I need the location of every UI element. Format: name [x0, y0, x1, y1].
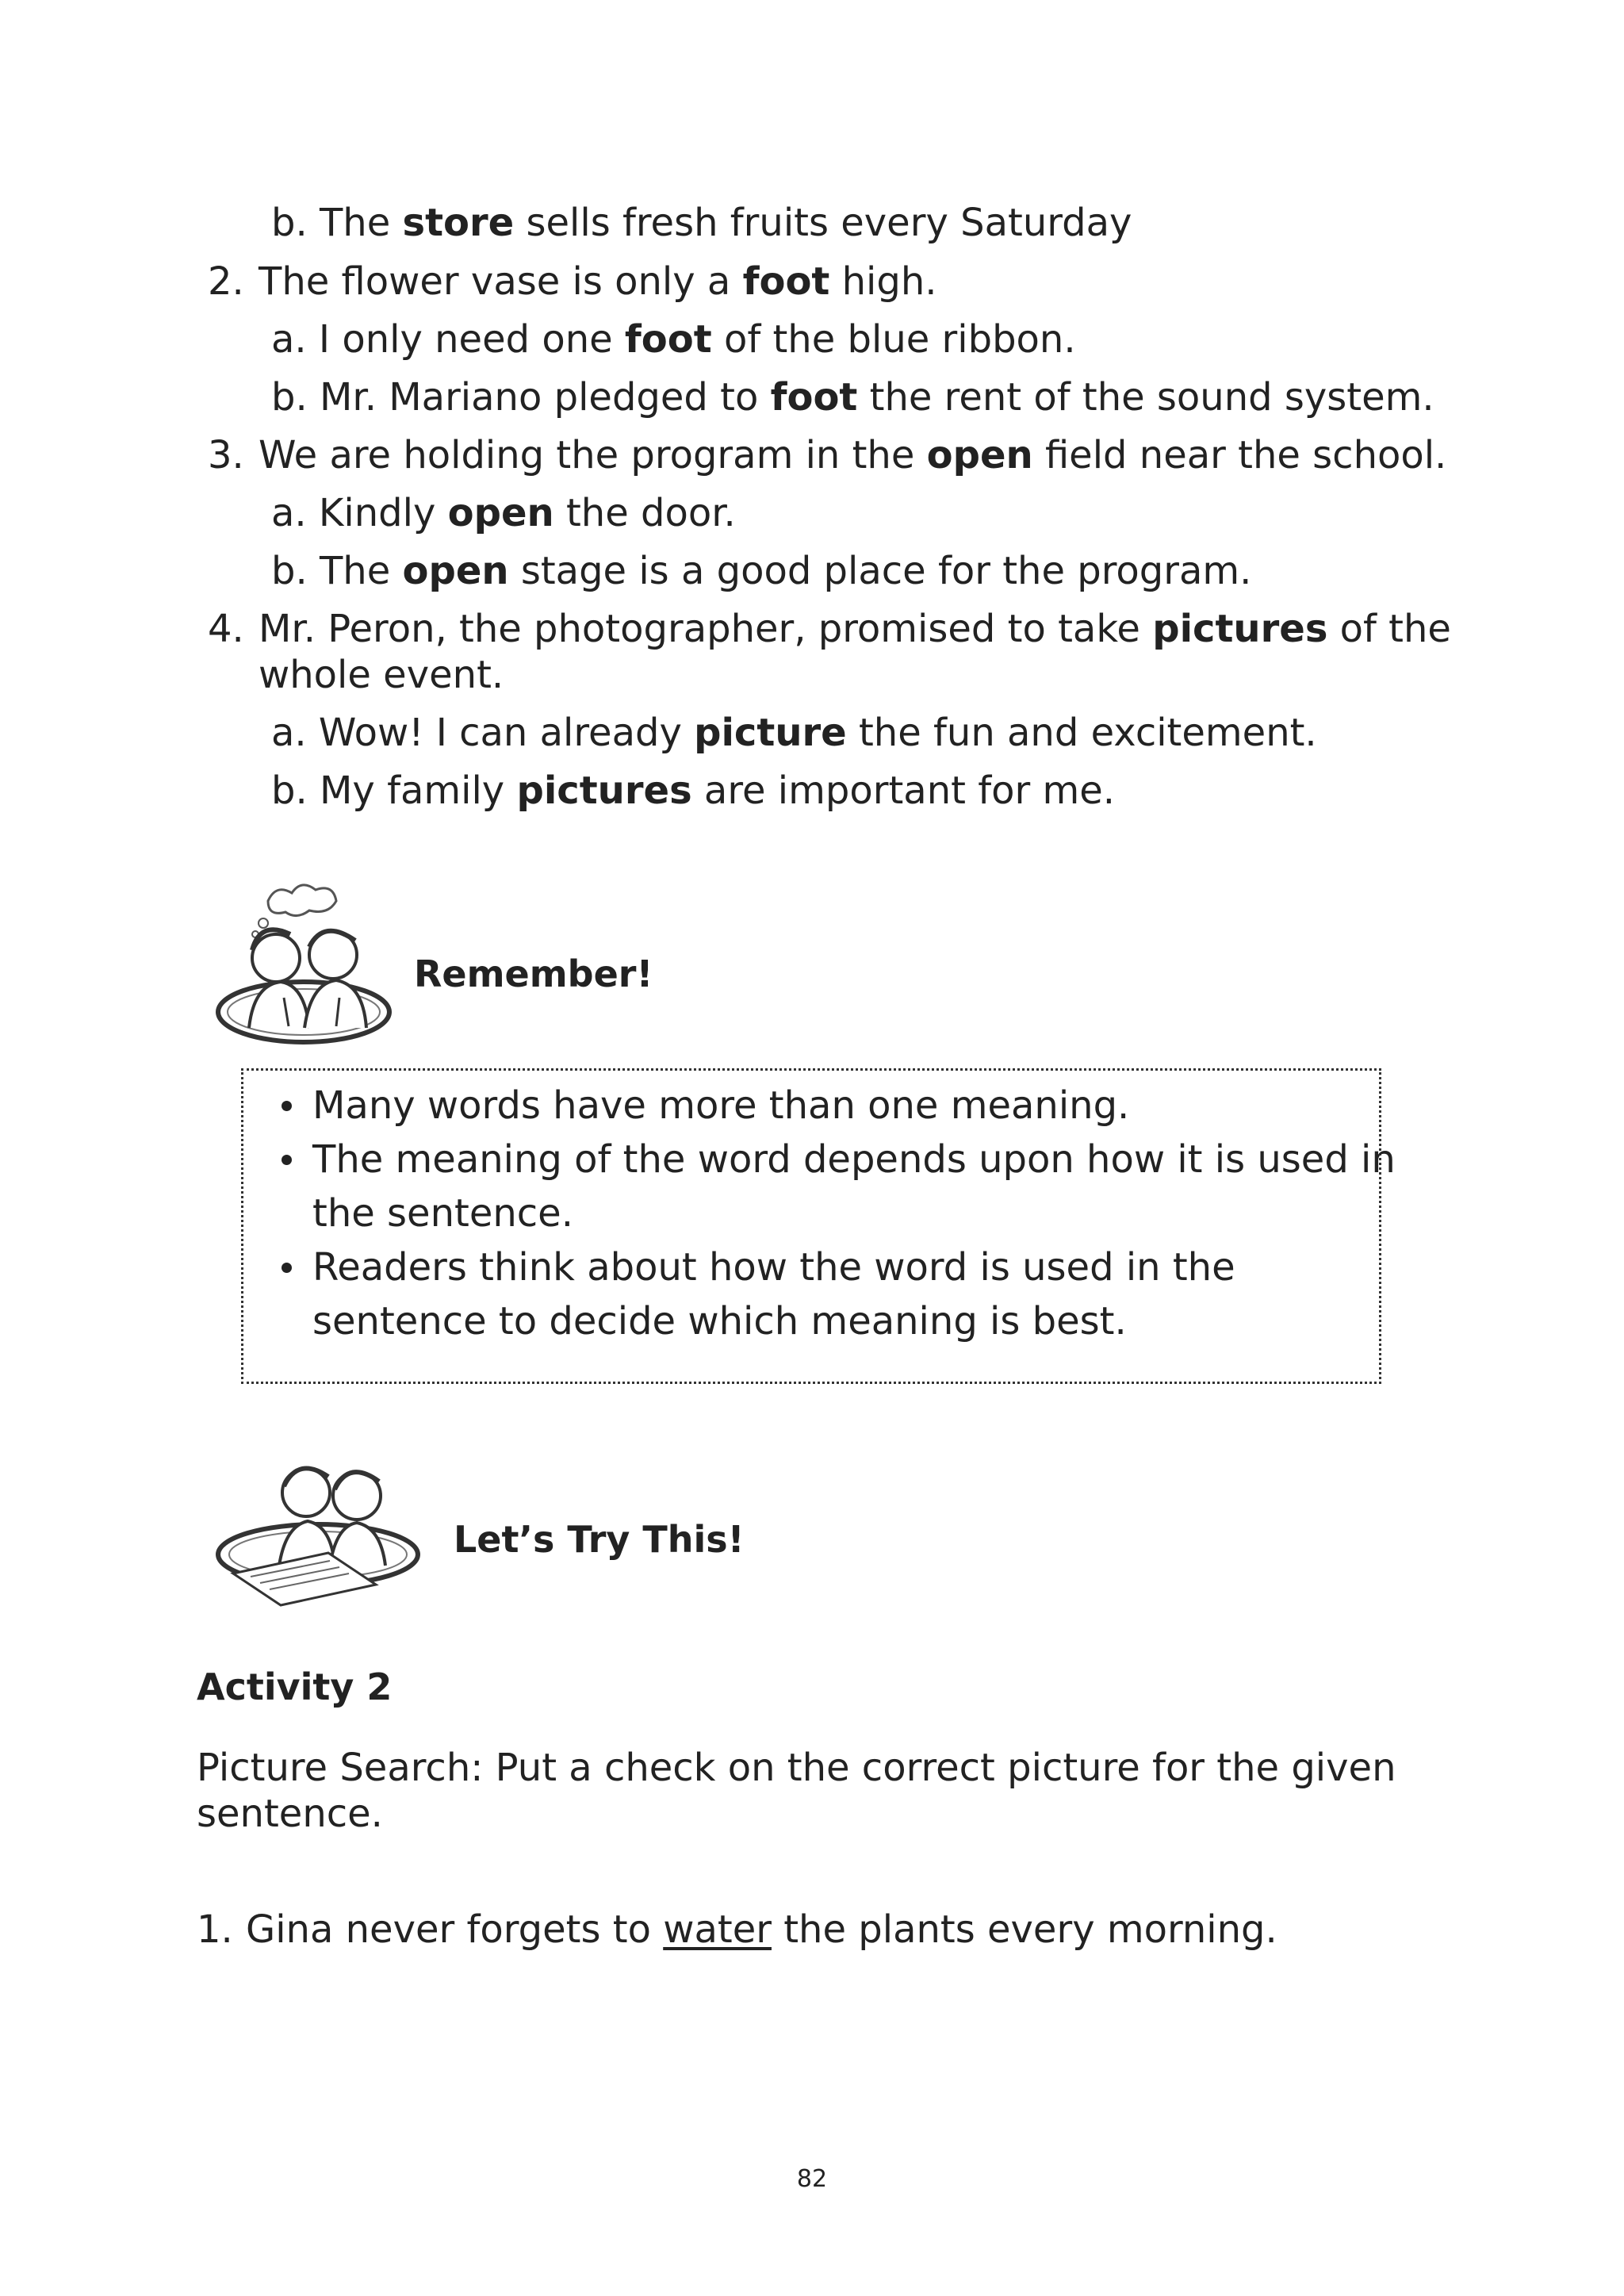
item-1b: b. The store sells fresh fruits every Saturday	[271, 201, 1132, 245]
item-3: We are holding the program in the open field near the school.	[259, 433, 1447, 477]
remember-bullet-2: The meaning of the word depends upon how it is used in	[312, 1137, 1396, 1182]
question-1: Gina never forgets to water the plants every morning.	[246, 1907, 1277, 1952]
item-2b: b. Mr. Mariano pledged to foot the rent of the sound system.	[271, 375, 1434, 420]
item-2a: a. I only need one foot of the blue ribbon.	[271, 317, 1076, 362]
item-number: 2.	[208, 259, 244, 304]
activity-instruction: Picture Search: Put a check on the correct picture for the given	[197, 1746, 1396, 1790]
item-4: Mr. Peron, the photographer, promised to take pictures of the	[259, 607, 1451, 651]
children-thinking-icon	[213, 879, 395, 1053]
activity-title: Activity 2	[197, 1665, 393, 1708]
item-number: 3.	[208, 433, 244, 477]
activity-instruction-cont: sentence.	[197, 1792, 383, 1836]
item-4b: b. My family pictures are important for me.	[271, 769, 1115, 813]
page-number: 82	[796, 2165, 828, 2193]
item-4-continuation: whole event.	[259, 653, 504, 697]
bullet-dot	[282, 1101, 292, 1111]
item-3a: a. Kindly open the door.	[271, 491, 736, 535]
remember-bullet-3: Readers think about how the word is used in the	[312, 1245, 1235, 1290]
question-number: 1.	[197, 1907, 233, 1952]
bullet-dot	[282, 1263, 292, 1273]
item-2: The flower vase is only a foot high.	[259, 259, 937, 304]
item-3b: b. The open stage is a good place for the program.	[271, 549, 1252, 593]
item-number: 4.	[208, 607, 244, 651]
children-writing-icon	[211, 1455, 425, 1613]
bullet-dot	[282, 1155, 292, 1165]
remember-bullet-3-cont: sentence to decide which meaning is best.	[312, 1299, 1127, 1343]
item-4a: a. Wow! I can already picture the fun and excitement.	[271, 711, 1317, 755]
remember-title: Remember!	[414, 953, 653, 995]
remember-bullet-1: Many words have more than one meaning.	[312, 1083, 1130, 1128]
remember-bullet-2-cont: the sentence.	[312, 1191, 573, 1236]
try-title: Let’s Try This!	[454, 1518, 745, 1561]
